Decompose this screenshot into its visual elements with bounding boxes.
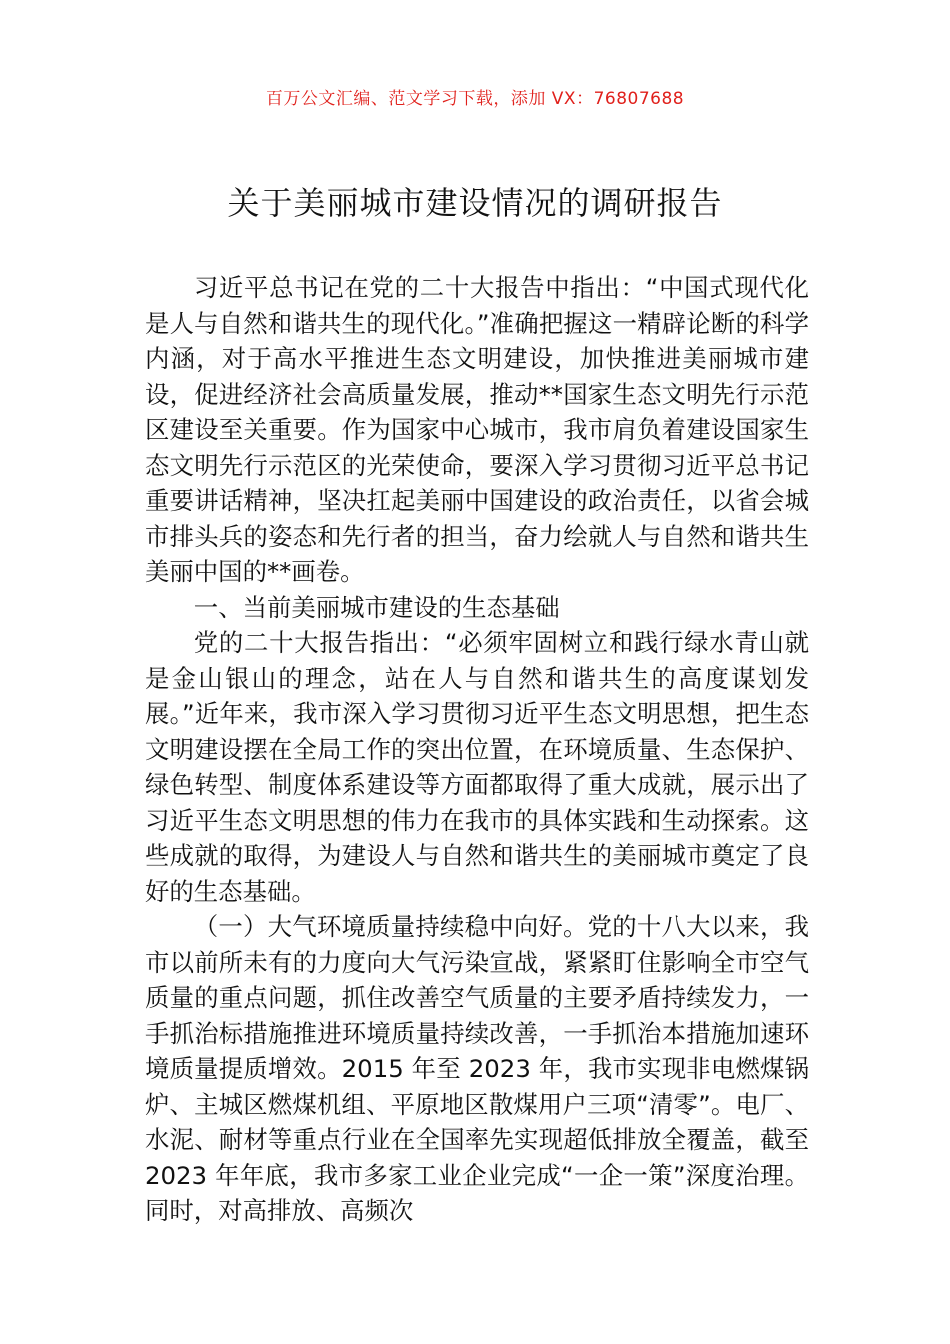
watermark-header: 百万公文汇编、范文学习下载，添加 VX：76807688 (265, 89, 685, 109)
paragraph-intro: 习近平总书记在党的二十大报告中指出：“中国式现代化是人与自然和谐共生的现代化。”准确把握这一精辟论断的科学内涵，对于高水平推进生态文明建设，加快推进美丽城市建设，促进经济社会高质量发展，推动**国家生态文明先行示范区建设至关重要。作为国家中心城市，我市肩负着建设国家生态文明先行示范区的光荣使命，要深入学习贯彻习近平总书记重要讲话精神，坚决扛起美丽中国建设的政治责任，以省会城市排头兵的姿态和先行者的担当，奋力绘就人与自然和谐共生美丽中国的**画卷。 (145, 273, 809, 586)
document-title: 关于美丽城市建设情况的调研报告 (227, 184, 723, 222)
document-body (145, 270, 809, 1229)
paragraph-air-quality: （一）大气环境质量持续稳中向好。党的十八大以来，我市以前所未有的力度向大气污染宣战，紧紧盯住影响全市空气质量的重点问题，抓住改善空气质量的主要矛盾持续发力，一手抓治标措施推进环境质量持续改善，一手抓治本措施加速环境质量提质增效。2015 年至 2023 年，我市实现非电燃煤锅炉、主城区燃煤机组、平原地区散煤用户三项“清零”。电厂、水泥、耐材等重点行业在全国率先实现超低排放全覆盖，截至 2023 年年底，我市多家工业企业完成“一企一策”深度治理。同时，对高排放、高频次 (145, 912, 809, 1225)
section-heading: 一、当前美丽城市建设的生态基础 (193, 592, 560, 622)
paragraph-foundation: 党的二十大报告指出：“必须牢固树立和践行绿水青山就是金山银山的理念，站在人与自然和谐共生的高度谋划发展。”近年来，我市深入学习贯彻习近平生态文明思想，把生态文明建设摆在全局工作的突出位置，在环境质量、生态保护、绿色转型、制度体系建设等方面都取得了重大成就，展示出了习近平生态文明思想的伟力在我市的具体实践和生动探索。这些成就的取得，为建设人与自然和谐共生的美丽城市奠定了良好的生态基础。 (145, 628, 809, 906)
